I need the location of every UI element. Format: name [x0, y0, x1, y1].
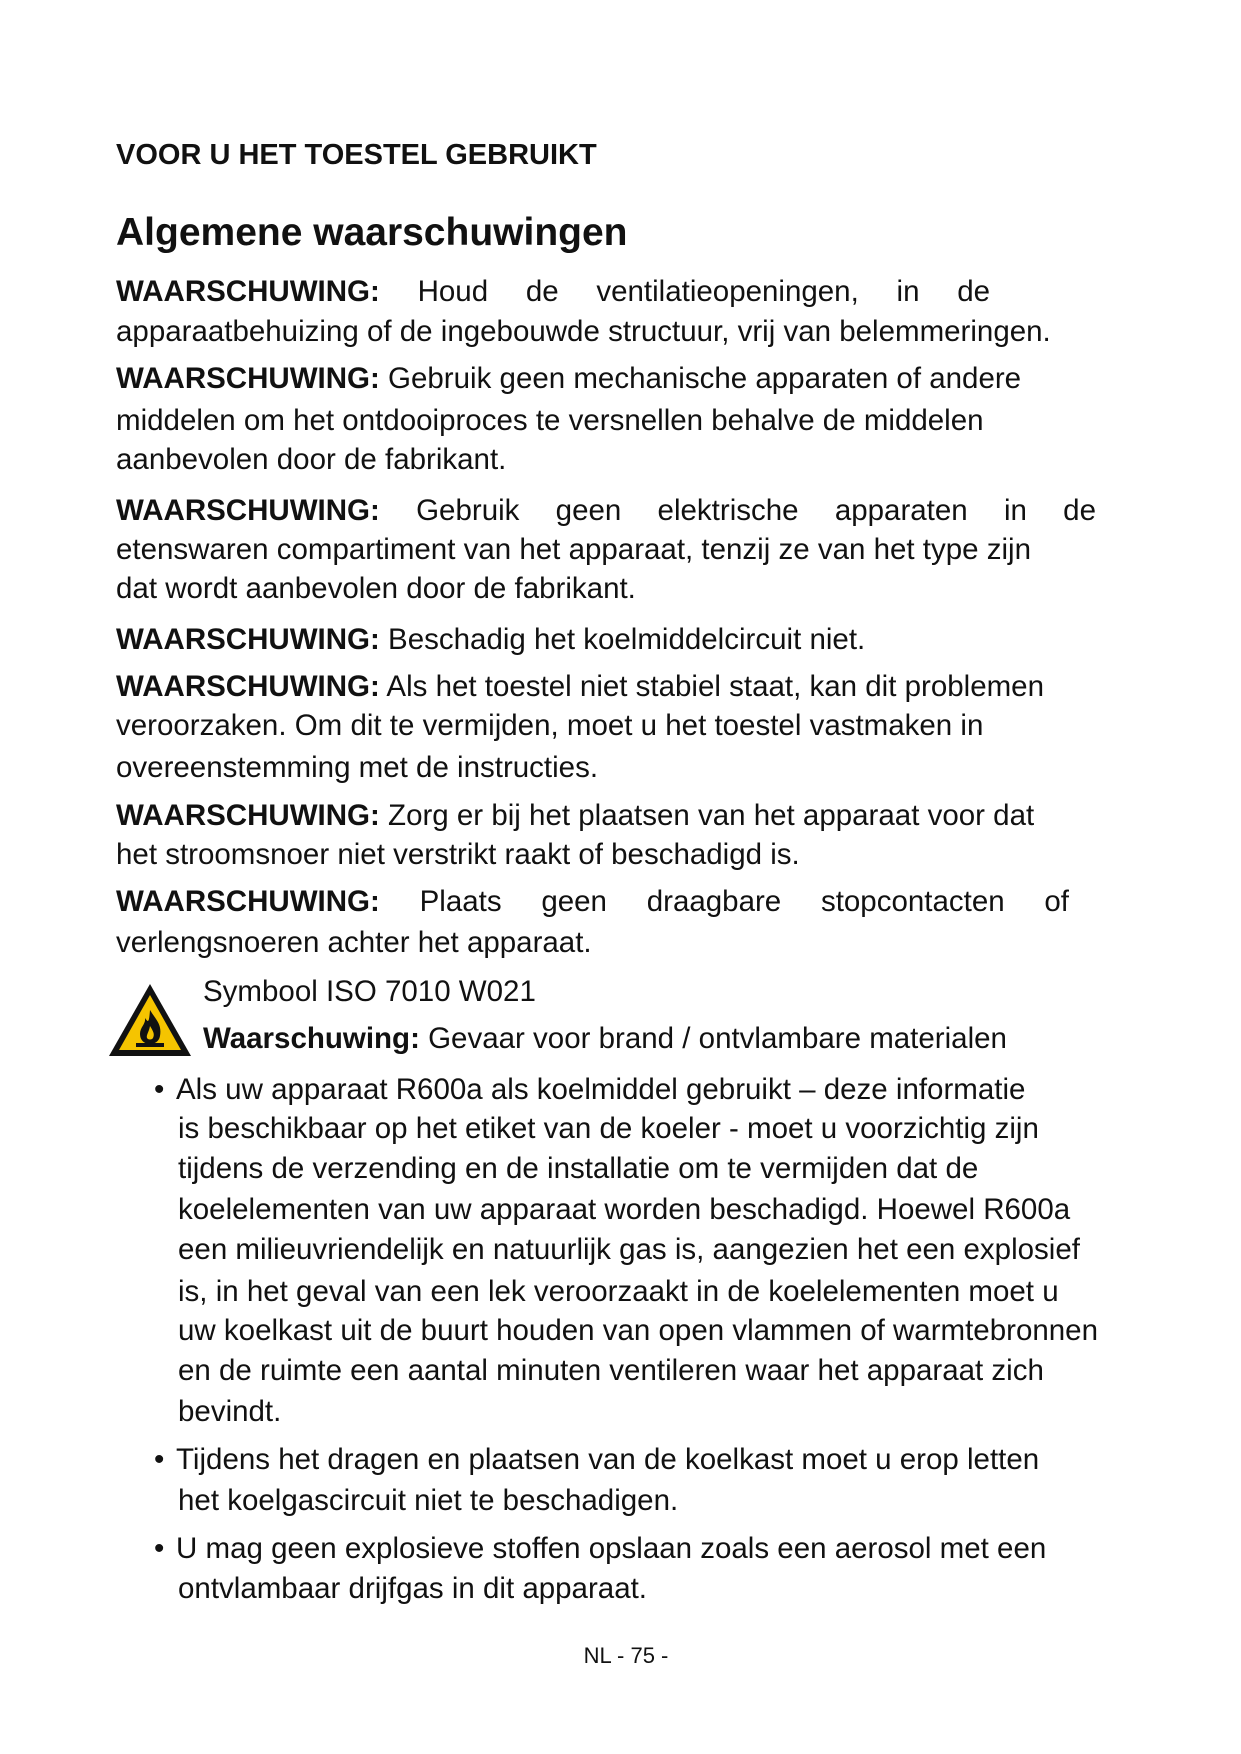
warning-line: aanbevolen door de fabrikant.	[116, 443, 507, 476]
warning-line	[116, 670, 1044, 704]
bullet-line: het koelgascircuit niet te beschadigen.	[178, 1484, 679, 1517]
warning-line	[116, 275, 990, 309]
flammable-warning-icon	[106, 980, 194, 1060]
bullet-line: ontvlambaar drijfgas in dit apparaat.	[178, 1572, 647, 1605]
page-heading: Algemene waarschuwingen	[116, 211, 628, 254]
warning-line	[116, 494, 1096, 528]
warning-text: Gebruik geen mechanische apparaten of andere	[388, 362, 1022, 395]
symbol-code: Symbool ISO 7010 W021	[203, 975, 536, 1008]
warning-line: veroorzaken. Om dit te vermijden, moet u het toestel vastmaken in	[116, 709, 984, 742]
warning-text: Zorg er bij het plaatsen van het apparaat voor dat	[388, 799, 1035, 832]
warning-text: Beschadig het koelmiddelcircuit niet.	[388, 623, 866, 656]
warning-label: WAARSCHUWING:	[116, 275, 380, 308]
warning-label: WAARSCHUWING:	[116, 623, 380, 656]
warning-text: Als het toestel niet stabiel staat, kan dit problemen	[386, 670, 1044, 703]
bullet-line: bevindt.	[178, 1395, 282, 1428]
bullet-line: en de ruimte een aantal minuten ventileren waar het apparaat zich	[178, 1354, 1044, 1387]
bullet-marker: •	[154, 1532, 165, 1565]
bullet-line: Als uw apparaat R600a als koelmiddel gebruikt – deze informatie	[176, 1073, 1026, 1106]
warning-label: WAARSCHUWING:	[116, 362, 380, 395]
warning-line: middelen om het ontdooiproces te versnellen behalve de middelen	[116, 404, 984, 437]
page-number: NL - 75 -	[583, 1643, 669, 1668]
warning-label: WAARSCHUWING:	[116, 670, 380, 703]
warning-text: Gebruik geen elektrische apparaten in de	[416, 494, 1096, 527]
warning-label: WAARSCHUWING:	[116, 494, 380, 527]
warning-line: etenswaren compartiment van het apparaat, tenzij ze van het type zijn	[116, 533, 1032, 566]
warning-label: WAARSCHUWING:	[116, 885, 380, 918]
warning-label: WAARSCHUWING:	[116, 799, 380, 832]
bullet-line: Tijdens het dragen en plaatsen van de koelkast moet u erop letten	[176, 1443, 1040, 1476]
symbol-warning	[203, 1022, 1007, 1056]
bullet-line: is beschikbaar op het etiket van de koeler - moet u voorzichtig zijn	[178, 1112, 1039, 1145]
bullet-marker: •	[154, 1443, 165, 1476]
warning-text: Houd de ventilatieopeningen, in de	[417, 275, 990, 308]
warning-line	[116, 362, 1021, 396]
bullet-line: tijdens de verzending en de installatie om te vermijden dat de	[178, 1152, 979, 1185]
warning-line	[116, 623, 865, 657]
warning-line	[116, 799, 1034, 833]
warning-line: overeenstemming met de instructies.	[116, 751, 599, 784]
warning-line: verlengsnoeren achter het apparaat.	[116, 926, 592, 959]
bullet-line: is, in het geval van een lek veroorzaakt in de koelelementen moet u	[178, 1275, 1059, 1308]
bullet-line: een milieuvriendelijk en natuurlijk gas is, aangezien het een explosief	[178, 1233, 1080, 1266]
section-title: VOOR U HET TOESTEL GEBRUIKT	[116, 139, 597, 171]
bullet-line: uw koelkast uit de buurt houden van open vlammen of warmtebronnen	[178, 1314, 1098, 1347]
warning-text: Plaats geen draagbare stopcontacten of	[419, 885, 1069, 918]
warning-line: apparaatbehuizing of de ingebouwde structuur, vrij van belemmeringen.	[116, 315, 1051, 348]
warning-line: het stroomsnoer niet verstrikt raakt of beschadigd is.	[116, 838, 800, 871]
symbol-text: Gevaar voor brand / ontvlambare materialen	[428, 1022, 1007, 1055]
bullet-marker: •	[154, 1073, 165, 1106]
bullet-line: U mag geen explosieve stoffen opslaan zoals een aerosol met een	[176, 1532, 1047, 1565]
warning-line	[116, 885, 1069, 919]
symbol-label: Waarschuwing:	[203, 1022, 420, 1055]
bullet-line: koelelementen van uw apparaat worden beschadigd. Hoewel R600a	[178, 1193, 1071, 1226]
warning-line: dat wordt aanbevolen door de fabrikant.	[116, 572, 636, 605]
